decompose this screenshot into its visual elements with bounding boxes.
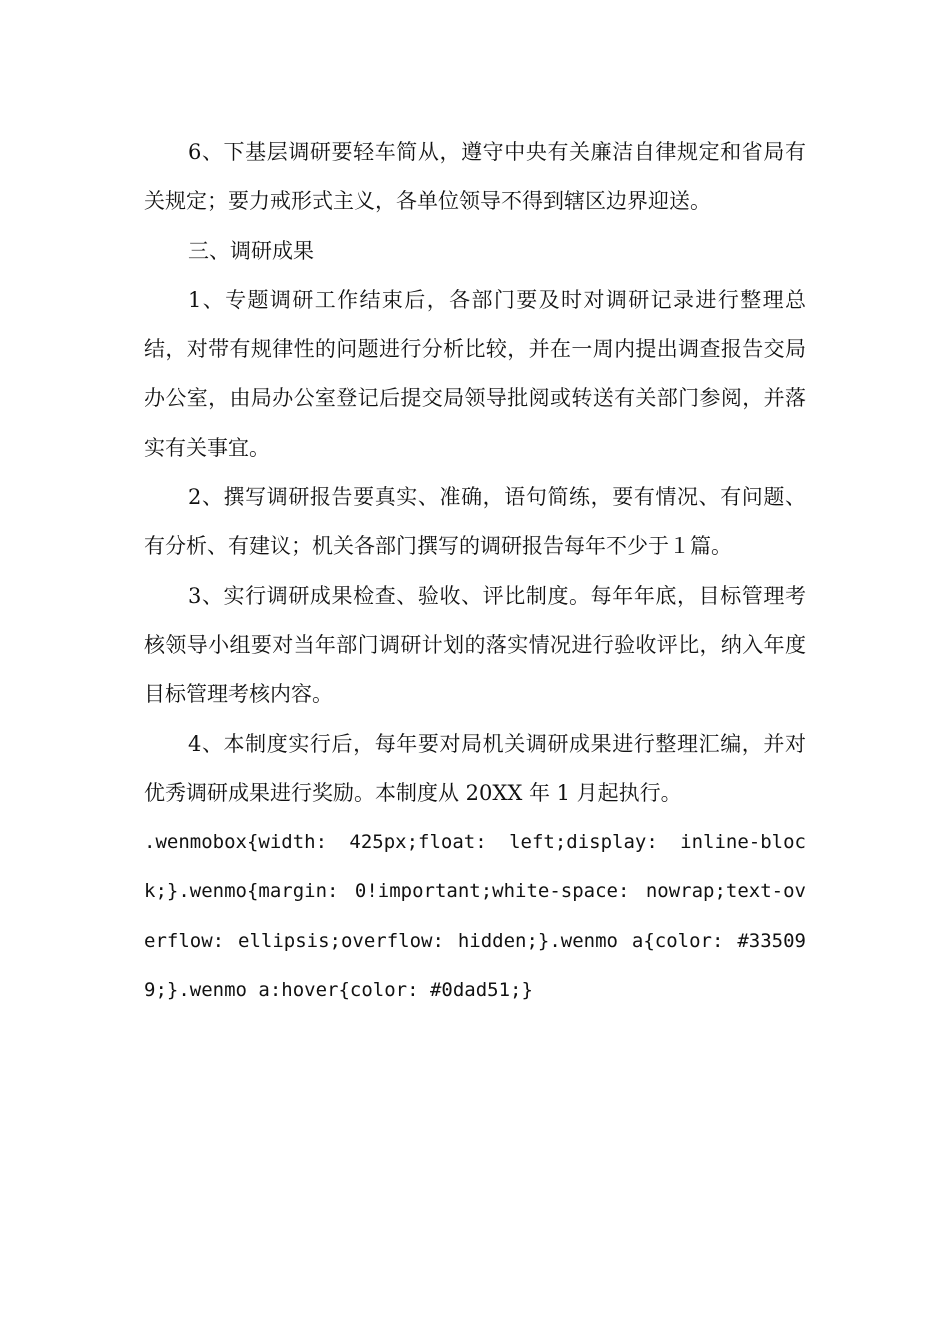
paragraph-result-4: 4、本制度实行后，每年要对局机关调研成果进行整理汇编，并对优秀调研成果进行奖励。本制度从 20XX 年 1 月起执行。 (144, 731, 806, 805)
paragraph-item-6: 6、下基层调研要轻车简从，遵守中央有关廉洁自律规定和省局有关规定；要力戒形式主义，各单位领导不得到辖区边界迎送。 (144, 140, 806, 214)
document-body (144, 128, 806, 1015)
paragraph-result-1: 1、专题调研工作结束后，各部门要及时对调研记录进行整理总结，对带有规律性的问题进行分析比较，并在一周内提出调查报告交局办公室，由局办公室登记后提交局领导批阅或转送有关部门参阅，并落实有关事宜。 (144, 287, 806, 460)
css-residue-text: .wenmobox{width: 425px;float: left;display: inline-block;}.wenmo{margin: 0!important;white-space: nowrap;text-overflow: ellipsis;overflow: hidden;}.wenmo a{color: #335099;}.wenmo a:hover{color: #0dad51;} (144, 831, 806, 1002)
section-heading-research-results: 三、调研成果 (188, 238, 314, 263)
paragraph-result-3: 3、实行调研成果检查、验收、评比制度。每年年底，目标管理考核领导小组要对当年部门调研计划的落实情况进行验收评比，纳入年度目标管理考核内容。 (144, 583, 806, 707)
paragraph-result-2: 2、撰写调研报告要真实、准确，语句简练，要有情况、有问题、有分析、有建议；机关各部门撰写的调研报告每年不少于１篇。 (144, 485, 806, 559)
